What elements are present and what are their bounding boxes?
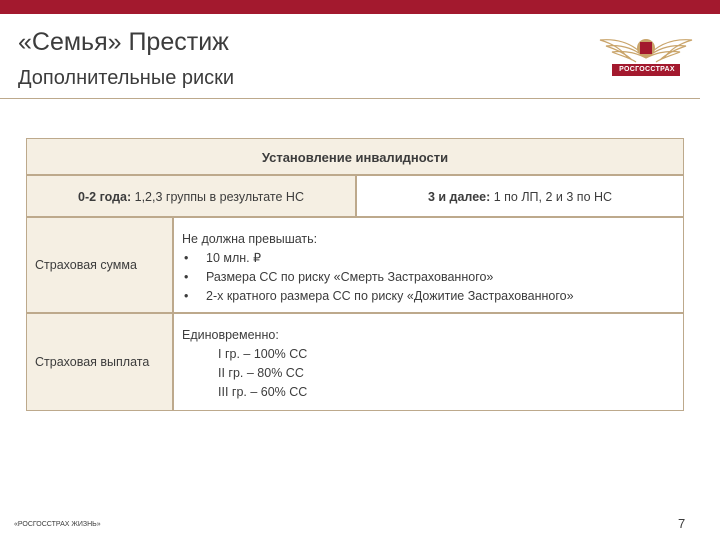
sum-insured-label: Страховая сумма (26, 217, 173, 313)
page-subtitle: Дополнительные риски (18, 67, 235, 89)
page-title: «Семья» Престиж (18, 28, 229, 56)
payout-line: I гр. – 100% СС (218, 347, 308, 361)
list-item: • Размера СС по риску «Смерть Застрахованного» (184, 270, 494, 284)
period-0-2-cell (26, 175, 356, 217)
page-number: 7 (678, 516, 686, 531)
list-item: • 2-х кратного размера СС по риску «Дожитие Застрахованного» (184, 289, 574, 303)
bullet-text: Размера СС по риску «Смерть Застрахованного» (206, 270, 494, 284)
payout-line: III гр. – 60% СС (218, 385, 308, 399)
period-0-2-label: 0-2 года: (78, 190, 132, 204)
payout-details (173, 313, 684, 411)
table-heading: Установление инвалидности (26, 138, 684, 175)
period-3-plus-cell (356, 175, 684, 217)
logo-text: РОСГОССТРАХ (619, 66, 675, 73)
period-0-2-text: 1,2,3 группы в результате НС (131, 190, 304, 204)
header-divider (0, 98, 700, 99)
footer-company: «РОСГОССТРАХ ЖИЗНЬ» (14, 521, 101, 528)
sum-insured-details (173, 217, 684, 313)
period-3-plus-label: 3 и далее: (427, 190, 491, 204)
payout-label: Страховая выплата (26, 313, 173, 411)
sum-insured-intro: Не должна превышать: (182, 232, 318, 246)
top-accent-bar (0, 0, 720, 14)
bullet-text: 2-х кратного размера СС по риску «Дожитие Застрахованного» (206, 289, 574, 303)
bullet-text: 10 млн. ₽ (206, 251, 262, 265)
payout-intro: Единовременно: (182, 328, 279, 342)
period-3-plus-text: 1 по ЛП, 2 и 3 по НС (490, 190, 613, 204)
list-item: • 10 млн. ₽ (184, 251, 262, 265)
payout-line: II гр. – 80% СС (218, 366, 304, 380)
